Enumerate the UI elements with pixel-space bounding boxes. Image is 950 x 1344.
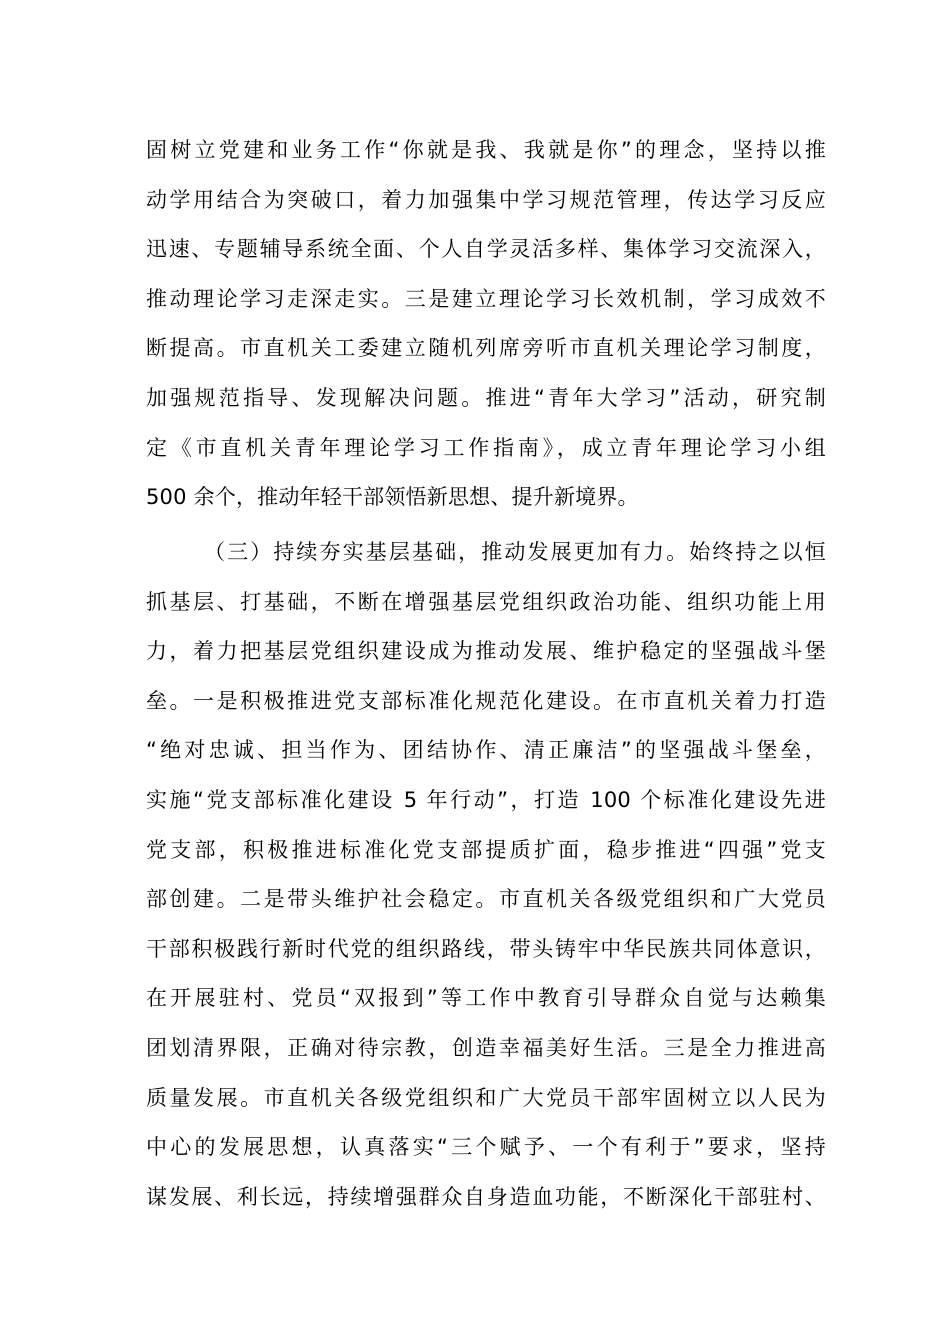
paragraph-line: 加强规范指导、发现解决问题。推进“青年大学习”活动，研究制 [146, 385, 826, 410]
paragraph-line: 实施“党支部标准化建设 5 年行动”，打造 100 个标准化建设先进 [146, 787, 826, 812]
paragraph-heading-line: （三）持续夯实基层基础，推动发展更加有力。始终持之以恒 [204, 540, 826, 564]
paragraph-line: 干部积极践行新时代党的组织路线，带头铸牢中华民族共同体意识， [146, 936, 826, 961]
paragraph-line: 动学用结合为突破口，着力加强集中学习规范管理，传达学习反应 [146, 187, 826, 212]
paragraph-line: 质量发展。市直机关各级党组织和广大党员干部牢固树立以人民为 [146, 1085, 826, 1110]
paragraph-line: 断提高。市直机关工委建立随机列席旁听市直机关理论学习制度， [146, 336, 826, 361]
paragraph-line: 在开展驻村、党员“双报到”等工作中教育引导群众自觉与达赖集 [146, 986, 826, 1011]
paragraph-line: 中心的发展思想，认真落实“三个赋予、一个有利于”要求，坚持 [146, 1135, 826, 1160]
paragraph-line: 垒。一是积极推进党支部标准化规范化建设。在市直机关着力打造 [146, 688, 826, 713]
paragraph-line: 谋发展、利长远，持续增强群众自身造血功能，不断深化干部驻村、 [146, 1184, 826, 1209]
paragraph-line: 党支部，积极推进标准化党支部提质扩面，稳步推进“四强”党支 [146, 837, 826, 862]
paragraph-line-last: 500 余个，推动年轻干部领悟新思想、提升新境界。 [146, 485, 639, 510]
paragraph-line: “绝对忠诚、担当作为、团结协作、清正廉洁”的坚强战斗堡垒， [146, 738, 826, 763]
paragraph-line: 部创建。二是带头维护社会稳定。市直机关各级党组织和广大党员 [146, 887, 826, 912]
paragraph-line: 固树立党建和业务工作“你就是我、我就是你”的理念，坚持以推 [146, 138, 826, 162]
paragraph-grassroots-foundation [146, 528, 826, 1222]
paragraph-line: 推动理论学习走深走实。三是建立理论学习长效机制，学习成效不 [146, 286, 826, 311]
paragraph-theory-study [146, 126, 826, 523]
paragraph-line: 团划清界限，正确对待宗教，创造幸福美好生活。三是全力推进高 [146, 1035, 826, 1060]
paragraph-line: 定《市直机关青年理论学习工作指南》，成立青年理论学习小组 [146, 435, 826, 460]
paragraph-line: 力，着力把基层党组织建设成为推动发展、维护稳定的坚强战斗堡 [146, 639, 826, 664]
paragraph-line: 抓基层、打基础，不断在增强基层党组织政治功能、组织功能上用 [146, 589, 826, 614]
paragraph-line: 迅速、专题辅导系统全面、个人自学灵活多样、集体学习交流深入， [146, 237, 826, 262]
